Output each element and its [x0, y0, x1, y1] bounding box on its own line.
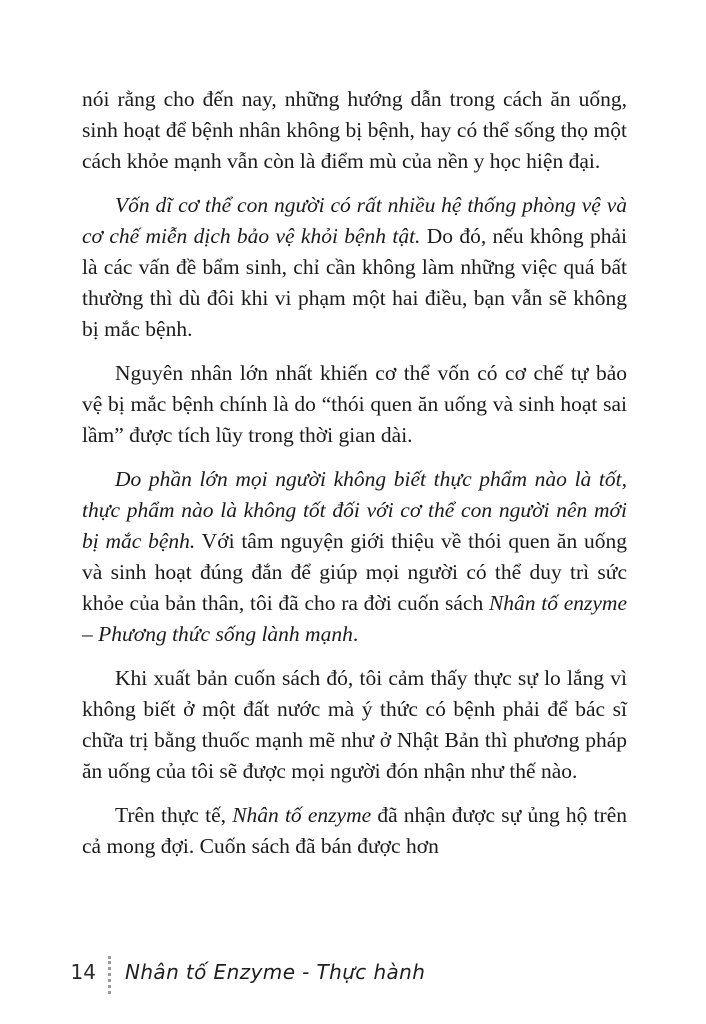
page-number: 14 [70, 960, 96, 984]
page-footer [70, 954, 425, 994]
text-segment-italic: Do phần lớn mọi người không biết thực phẩm nào là tốt, thực phẩm nào là không tốt đối với cơ thể con người nên mới bị mắc bệnh. [82, 467, 627, 553]
text-segment: nói rằng cho đến nay, những hướng dẫn trong cách ăn uống, sinh hoạt để bệnh nhân không bị bệnh, hay có thể sống thọ một cách khỏe mạnh vẫn còn là điểm mù của nền y học hiện đại. [82, 87, 627, 173]
paragraph [82, 800, 627, 862]
text-segment: Do đó, nếu không phải là các vấn đề bẩm sinh, chỉ cần không làm những việc quá bất thường thì dù đôi khi vi phạm một hai điều, bạn vẫn sẽ không bị mắc bệnh. [82, 224, 627, 341]
paragraph [82, 190, 627, 345]
paragraph [82, 358, 627, 451]
text-segment-italic: Vốn dĩ cơ thể con người có rất nhiều hệ thống phòng vệ và cơ chế miễn dịch bảo vệ khỏi bệnh tật. [82, 193, 627, 248]
text-segment: Với tâm nguyện giới thiệu về thói quen ăn uống và sinh hoạt đúng đắn để giúp mọi người có thể duy trì sức khỏe của bản thân, tôi đã cho ra đời cuốn sách [82, 529, 627, 615]
footer-divider [108, 956, 111, 994]
page-text [82, 84, 627, 875]
text-segment: Khi xuất bản cuốn sách đó, tôi cảm thấy thực sự lo lắng vì không biết ở một đất nước mà ý thức có bệnh phải để bác sĩ chữa trị bằng thuốc mạnh mẽ như ở Nhật Bản thì phương pháp ăn uống của tôi sẽ được mọi người đón nhận như thế nào. [82, 666, 627, 783]
text-segment: Trên thực tế, [115, 803, 233, 827]
text-segment: Nguyên nhân lớn nhất khiến cơ thể vốn có cơ chế tự bảo vệ bị mắc bệnh chính là do “thói quen ăn uống và sinh hoạt sai lầm” được tích lũy trong thời gian dài. [82, 361, 627, 447]
paragraph [82, 464, 627, 650]
paragraph [82, 84, 627, 177]
text-segment-italic: Nhân tố enzyme – Phương thức sống lành mạnh [82, 591, 627, 646]
text-segment-italic: Nhân tố enzyme [232, 803, 372, 827]
text-segment: đã nhận được sự ủng hộ trên cả mong đợi. Cuốn sách đã bán được hơn [82, 803, 627, 858]
text-segment: . [352, 622, 359, 646]
paragraph [82, 663, 627, 787]
book-title: Nhân tố Enzyme - Thực hành [125, 960, 426, 984]
